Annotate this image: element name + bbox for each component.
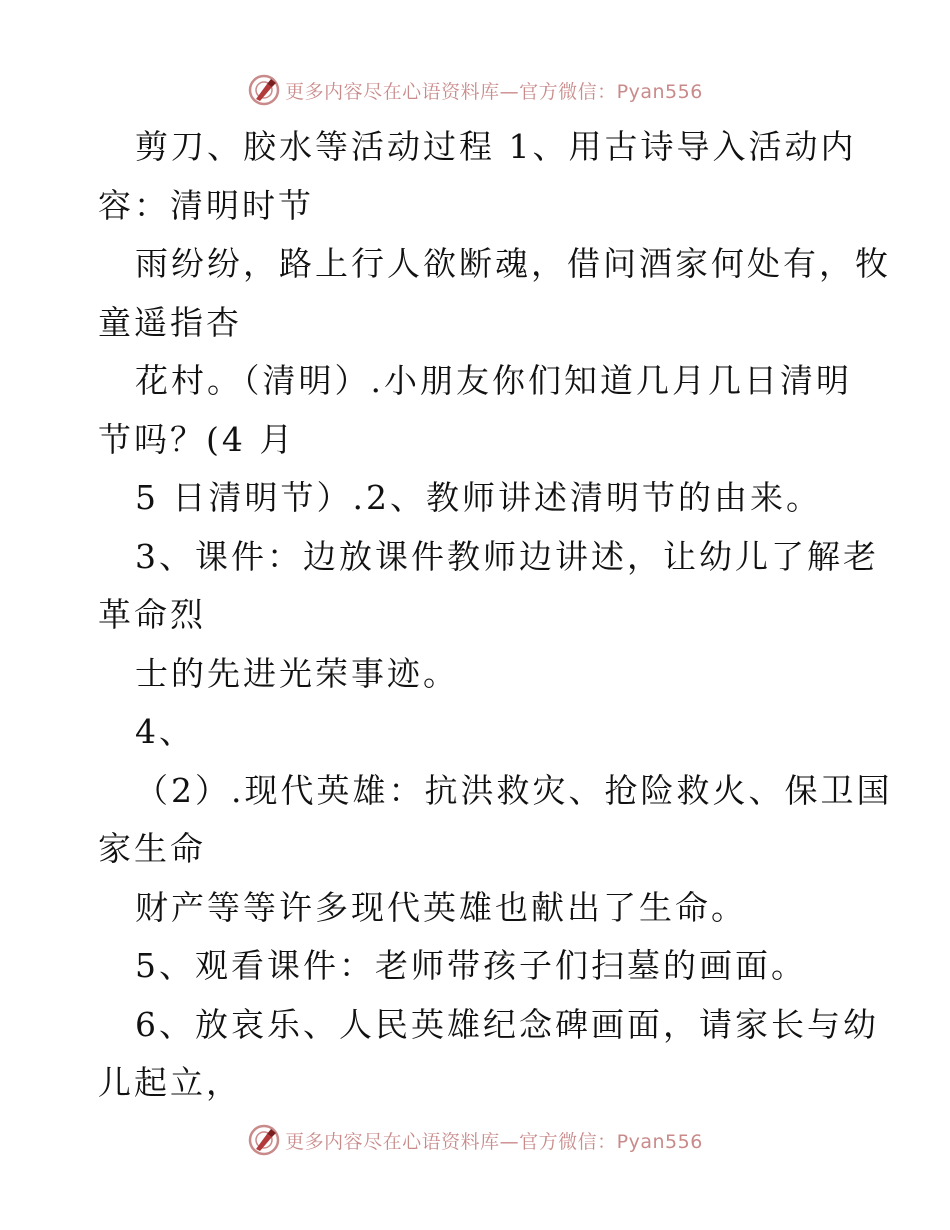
pen-nib-logo-icon — [247, 73, 281, 107]
text-line: 童遥指杏 — [98, 302, 242, 342]
text-line: 革命烈 — [98, 595, 206, 634]
header-banner — [0, 70, 950, 110]
footer-banner — [0, 1120, 950, 1160]
text-line: 容：清明时节 — [98, 185, 314, 225]
text-line: 4、 — [135, 712, 195, 751]
text-line: 士的先进光荣事迹。 — [135, 653, 459, 693]
text-line: 剪刀、胶水等活动过程 1、用古诗导入活动内 — [135, 127, 857, 166]
text-line: 5 日清明节）.2、教师讲述清明节的由来。 — [135, 478, 822, 517]
header-banner-text: 更多内容尽在心语资料库—官方微信：Pyan556 — [285, 80, 703, 103]
document-body — [98, 118, 893, 1113]
pen-nib-logo-icon — [247, 1123, 281, 1157]
text-line: 3、课件：边放课件教师边讲述，让幼儿了解老 — [135, 536, 879, 576]
text-line: （2）.现代英雄：抗洪救灾、抢险救火、保卫国 — [135, 770, 893, 810]
footer-banner-text: 更多内容尽在心语资料库—官方微信：Pyan556 — [285, 1130, 703, 1153]
text-line: 财产等等许多现代英雄也献出了生命。 — [135, 887, 747, 927]
text-line: 5、观看课件：老师带孩子们扫墓的画面。 — [135, 946, 807, 985]
text-line: 家生命 — [98, 829, 206, 868]
text-line: 节吗？(4 月 — [98, 419, 296, 459]
text-line: 儿起立， — [98, 1063, 242, 1102]
text-line: 6、放哀乐、人民英雄纪念碑画面，请家长与幼 — [135, 1004, 879, 1044]
text-line: 雨纷纷，路上行人欲断魂，借问酒家何处有，牧 — [135, 244, 891, 283]
text-line: 花村。（清明）.小朋友你们知道几月几日清明 — [135, 361, 852, 400]
